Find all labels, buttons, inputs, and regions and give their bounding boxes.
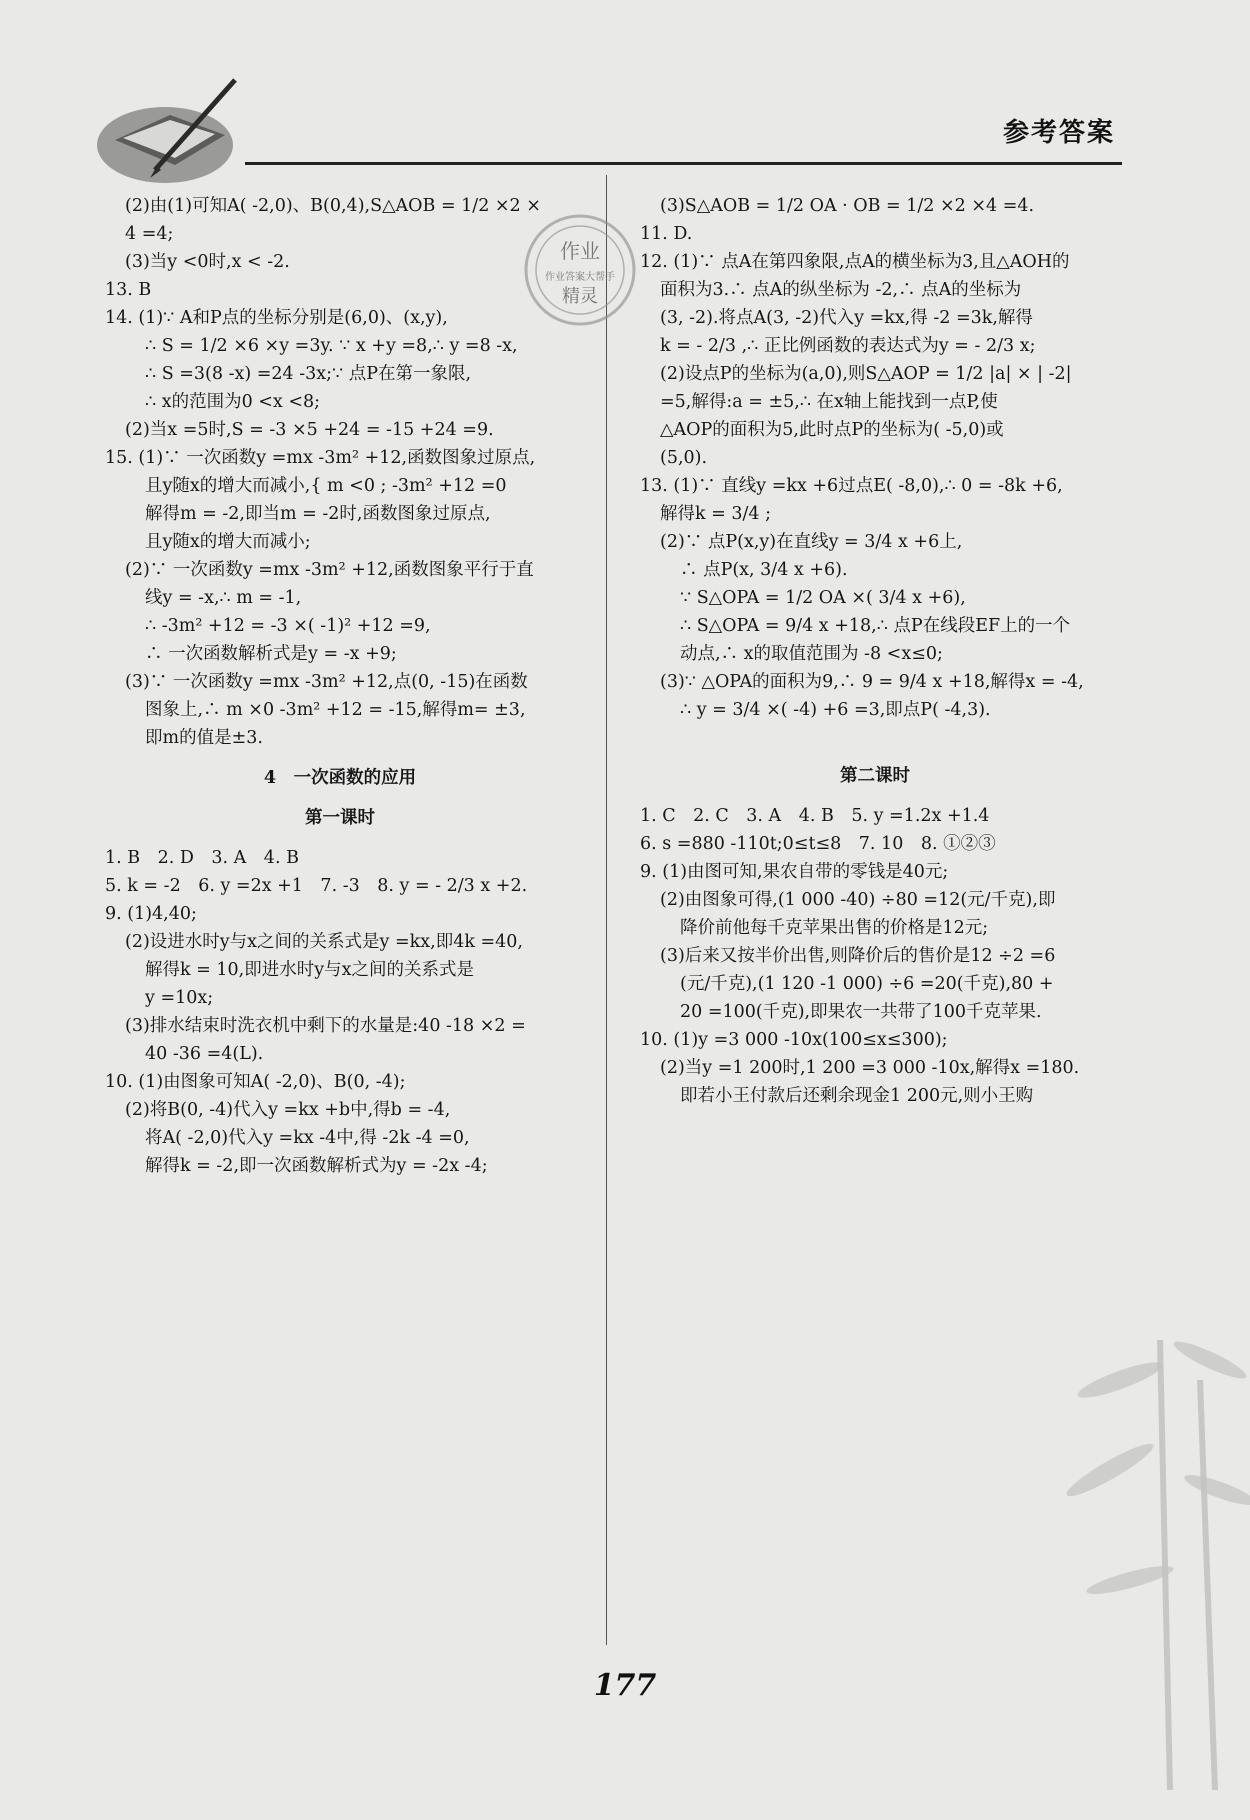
text-line: 4 =4; [125,224,174,244]
text-line: 线y = -x,∴ m = -1, [145,588,302,608]
page-header [0,0,1250,190]
text-line: 20 =100(千克),即果农一共带了100千克苹果. [680,1002,1042,1022]
text-line: (5,0). [660,448,708,468]
text-line: 图象上,∴ m ×0 -3m² +12 = -15,解得m= ±3, [145,700,526,720]
text-line: 动点,∴ x的取值范围为 -8 <x≤0; [680,644,943,664]
text-line: (3)∵ 一次函数y =mx -3m² +12,点(0, -15)在函数 [125,672,528,692]
text-line: 解得m = -2,即当m = -2时,函数图象过原点, [145,504,491,524]
lesson1-heading: 第一课时 [305,808,375,828]
text-line: 6. s =880 -110t;0≤t≤8 7. 10 8. ①②③ [640,834,996,854]
left-column [105,192,575,1180]
text-line: ∴ y = 3/4 ×( -4) +6 =3,即点P( -4,3). [680,700,991,720]
column-divider [606,175,607,1645]
text-line: 解得k = 10,即进水时y与x之间的关系式是 [145,960,474,980]
text-line: 即m的值是±3. [145,728,263,748]
text-line: 13. B [105,280,152,300]
text-line: 9. (1)4,40; [105,904,197,924]
text-line: 即若小王付款后还剩余现金1 200元,则小王购 [680,1086,1034,1106]
text-line: (3)排水结束时洗衣机中剩下的水量是:40 -18 ×2 = [125,1016,526,1036]
text-line: ∴ 点P(x, 3/4 x +6). [680,560,848,580]
text-line: 10. (1)由图象可知A( -2,0)、B(0, -4); [105,1072,406,1092]
text-line: 10. (1)y =3 000 -10x(100≤x≤300); [640,1030,948,1050]
text-line: (2)由(1)可知A( -2,0)、B(0,4),S△AOB = 1/2 ×2 × [125,196,541,216]
text-line: 14. (1)∵ A和P点的坐标分别是(6,0)、(x,y), [105,308,448,328]
text-line: 且y随x的增大而减小,{ m <0 ; -3m² +12 =0 [145,476,507,496]
text-line: (2)将B(0, -4)代入y =kx +b中,得b = -4, [125,1100,451,1120]
text-line: 解得k = 3/4 ; [660,504,772,524]
text-line: ∴ x的范围为0 <x <8; [145,392,321,412]
stamp-line2: 作业答案大帮手 [545,272,615,283]
text-line: 11. D. [640,224,693,244]
text-line: ∴ S = 1/2 ×6 ×y =3y. ∵ x +y =8,∴ y =8 -x, [145,336,518,356]
lesson2-heading: 第二课时 [840,766,910,786]
text-line: 1. C 2. C 3. A 4. B 5. y =1.2x +1.4 [640,806,990,826]
text-line: (2)∵ 点P(x,y)在直线y = 3/4 x +6上, [660,532,963,552]
header-title: 参考答案 [1002,118,1115,148]
text-line: (3)后来又按半价出售,则降价后的售价是12 ÷2 =6 [660,946,1056,966]
text-line: (3)∵ △OPA的面积为9,∴ 9 = 9/4 x +18,解得x = -4, [660,672,1084,692]
text-line: 且y随x的增大而减小; [145,532,311,552]
text-line: 15. (1)∵ 一次函数y =mx -3m² +12,函数图象过原点, [105,448,536,468]
bamboo-decoration [1050,1320,1250,1800]
book-pencil-illustration [95,70,245,190]
text-line: (元/千克),(1 120 -1 000) ÷6 =20(千克),80 + [680,974,1054,994]
section-heading: 4 一次函数的应用 [263,768,417,788]
text-line: (3)当y <0时,x < -2. [125,252,290,272]
stamp-line1: 作业 [560,239,600,263]
text-line: 解得k = -2,即一次函数解析式为y = -2x -4; [145,1156,488,1176]
text-line: =5,解得:a = ±5,∴ 在x轴上能找到一点P,使 [660,392,998,412]
text-line: ∵ S△OPA = 1/2 OA ×( 3/4 x +6), [680,588,966,608]
text-line: ∴ 一次函数解析式是y = -x +9; [145,644,397,664]
text-line: (2)设点P的坐标为(a,0),则S△AOP = 1/2 |a| × | -2| [660,364,1072,384]
text-line: ∴ S△OPA = 9/4 x +18,∴ 点P在线段EF上的一个 [680,616,1071,636]
text-line: (3, -2).将点A(3, -2)代入y =kx,得 -2 =3k,解得 [660,308,1033,328]
text-line: y =10x; [145,988,214,1008]
text-line: 将A( -2,0)代入y =kx -4中,得 -2k -4 =0, [145,1128,470,1148]
text-line: ∴ -3m² +12 = -3 ×( -1)² +12 =9, [145,616,431,636]
stamp-line3: 精灵 [562,286,598,307]
text-line: (2)当y =1 200时,1 200 =3 000 -10x,解得x =180. [660,1058,1080,1078]
text-line: k = - 2/3 ,∴ 正比例函数的表达式为y = - 2/3 x; [660,336,1036,356]
text-line: 9. (1)由图可知,果农自带的零钱是40元; [640,862,949,882]
text-line: (2)设进水时y与x之间的关系式是y =kx,即4k =40, [125,932,523,952]
text-line: (2)当x =5时,S = -3 ×5 +24 = -15 +24 =9. [125,420,494,440]
text-line: 12. (1)∵ 点A在第四象限,点A的横坐标为3,且△AOH的 [640,252,1070,272]
text-line: (2)由图象可得,(1 000 -40) ÷80 =12(元/千克),即 [660,890,1056,910]
page-number: 177 [593,1668,657,1703]
text-line: △AOP的面积为5,此时点P的坐标为( -5,0)或 [660,420,1004,440]
right-column [640,192,1110,1110]
text-line: 面积为3.∴ 点A的纵坐标为 -2,∴ 点A的坐标为 [660,280,1022,300]
text-line: 5. k = -2 6. y =2x +1 7. -3 8. y = - 2/3 x +2. [105,876,528,896]
header-rule [245,162,1122,165]
text-line: (2)∵ 一次函数y =mx -3m² +12,函数图象平行于直 [125,560,534,580]
text-line: (3)S△AOB = 1/2 OA · OB = 1/2 ×2 ×4 =4. [660,196,1035,216]
text-line: 降价前他每千克苹果出售的价格是12元; [680,918,989,938]
text-line: 40 -36 =4(L). [145,1044,264,1064]
text-line: 13. (1)∵ 直线y =kx +6过点E( -8,0),∴ 0 = -8k +6, [640,476,1063,496]
text-line: ∴ S =3(8 -x) =24 -3x;∵ 点P在第一象限, [145,364,472,384]
text-line: 1. B 2. D 3. A 4. B [105,848,299,868]
